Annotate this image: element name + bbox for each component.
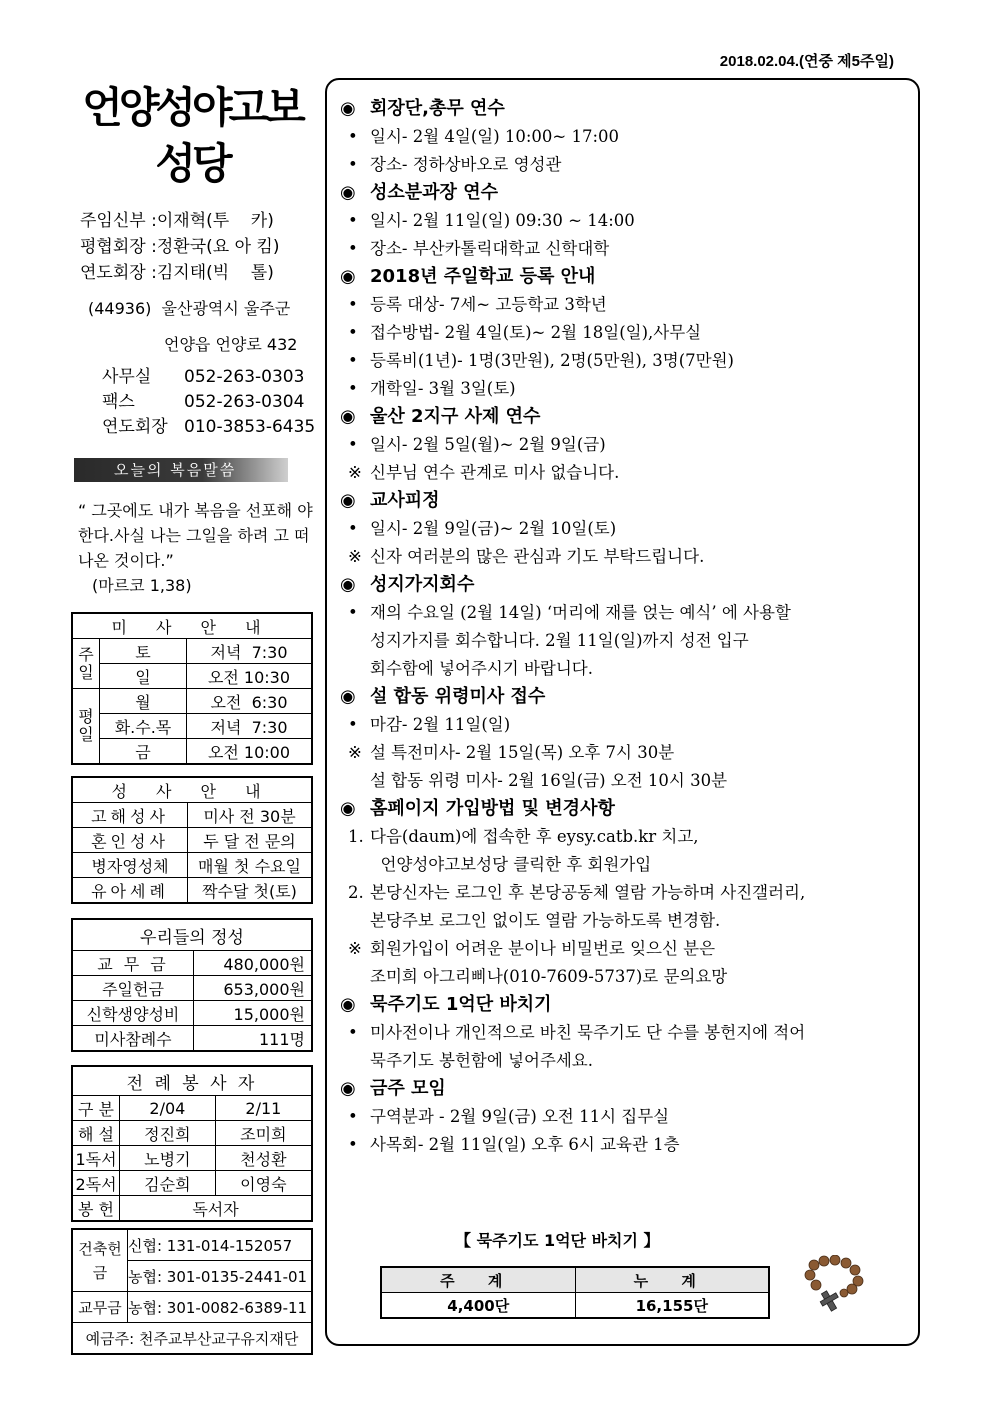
sacrament-name: 혼인성사 (72, 828, 188, 853)
notice-line (340, 851, 910, 879)
mass-time: 저녁 7:30 (187, 639, 313, 664)
notice-title: 묵주기도 1억단 바치기 (370, 994, 552, 1015)
notice-line (340, 711, 910, 739)
notice-text: 미사전이나 개인적으로 바친 묵주기도 단 수를 봉헌지에 적어 (370, 1023, 806, 1042)
notice-text: 신부님 연수 관계로 미사 없습니다. (370, 463, 620, 482)
mass-day: 화.수.목 (100, 714, 187, 739)
notice-line (340, 739, 910, 767)
notice-heading (340, 571, 910, 599)
mass-day: 월 (100, 689, 187, 714)
sacrament-name: 유아세례 (72, 878, 188, 904)
notice-heading (340, 991, 910, 1019)
notice-marker: • (348, 211, 358, 230)
notice-line (340, 1019, 910, 1047)
sacrament-info: 짝수달 첫(토) (188, 878, 313, 904)
clergy-list (80, 208, 279, 286)
notice-heading (340, 403, 910, 431)
bullet-icon: ◉ (340, 798, 356, 819)
mass-time: 저녁 7:30 (187, 714, 313, 739)
offering-value: 15,000원 (194, 1001, 313, 1026)
offering-name: 교 무 금 (72, 951, 194, 976)
server-role: 1독서 (72, 1146, 120, 1171)
bullet-icon: ◉ (340, 98, 356, 119)
notice-text: 본당신자는 로그인 후 본당공동체 열람 가능하며 사진갤러리, (370, 883, 806, 902)
notice-line (340, 431, 910, 459)
sacrament-name: 고해성사 (72, 803, 188, 828)
notice-text: 성지가지를 회수합니다. 2월 11일(일)까지 성전 입구 (370, 631, 749, 650)
notice-text: 회원가입이 어려운 분이나 비밀번로 잊으신 분은 (370, 939, 716, 958)
building-account-1: 신협: 131-014-152057 (128, 1229, 313, 1261)
notice-text: 회수함에 넣어주시기 바랍니다. (370, 659, 593, 678)
notice-title: 성소분과장 연수 (370, 182, 498, 203)
notice-line (340, 319, 910, 347)
notice-marker: ※ (348, 939, 362, 958)
rosary-table (380, 1266, 770, 1319)
issue-date: 2018.02.04.(연중 제5주일) (719, 53, 894, 70)
notice-line (340, 1103, 910, 1131)
mass-time: 오전 6:30 (187, 689, 313, 714)
notice-line (340, 375, 910, 403)
notice-line (340, 627, 910, 655)
servers-date: 2/11 (215, 1096, 312, 1121)
notice-marker: • (348, 295, 358, 314)
notice-line (340, 543, 910, 571)
sacrament-info: 매월 첫 수요일 (188, 853, 313, 878)
sunday-label: 주일 (72, 639, 100, 689)
notice-heading (340, 487, 910, 515)
liturgy-servers-table (71, 1065, 313, 1222)
notice-heading (340, 683, 910, 711)
notice-title: 금주 모임 (370, 1078, 446, 1099)
rosary-col-total: 누 계 (575, 1267, 769, 1293)
phone-number: 052-263-0304 (184, 392, 305, 412)
notice-text: 설 합동 위령 미사- 2월 16일(금) 오전 10시 30분 (370, 771, 728, 790)
notice-marker: ※ (348, 547, 362, 566)
notice-marker: ※ (348, 463, 362, 482)
notice-heading (340, 795, 910, 823)
clergy-name: 정환국(요 아 킴) (156, 237, 280, 257)
notice-line (340, 935, 910, 963)
mass-heading: 미 사 안 내 (72, 613, 312, 639)
notice-text: 일시- 2월 11일(일) 09:30 ~ 14:00 (370, 211, 635, 230)
notice-line (340, 655, 910, 683)
bullet-icon: ◉ (340, 406, 356, 427)
tithe-account: 농협: 301-0082-6389-11 (128, 1292, 313, 1323)
notice-marker: • (348, 155, 358, 174)
notice-marker: • (348, 323, 358, 342)
phone-row (102, 415, 315, 440)
notice-text: 개학일- 3월 3일(토) (370, 379, 516, 398)
weekday-label: 평일 (72, 689, 100, 765)
title-line-1: 언양성야고보 (82, 83, 302, 132)
notice-text: 일시- 2월 5일(월)~ 2월 9일(금) (370, 435, 606, 454)
sacrament-info: 두 달 전 문의 (188, 828, 313, 853)
server-role: 해 설 (72, 1121, 120, 1146)
bullet-icon: ◉ (340, 266, 356, 287)
sacrament-name: 병자영성체 (72, 853, 188, 878)
notice-line (340, 767, 910, 795)
address-line-1: (44936) 울산광역시 울주군 (88, 299, 291, 318)
notice-text: 접수방법- 2월 4일(토)~ 2월 18일(일),사무실 (370, 323, 702, 342)
notice-marker: • (348, 519, 358, 538)
clergy-name: 이재혁(투 카) (156, 211, 274, 231)
clergy-role: 연도회장 (80, 263, 146, 283)
notice-line (340, 963, 910, 991)
notice-line (340, 123, 910, 151)
tithe-label: 교무금 (72, 1292, 128, 1323)
sacraments-table (71, 776, 313, 904)
notice-text: 등록 대상- 7세~ 고등학교 3학년 (370, 295, 607, 314)
sacraments-heading: 성 사 안 내 (72, 777, 312, 803)
address-line-2: 언양읍 언양로 432 (164, 335, 298, 354)
mass-time: 오전 10:00 (187, 739, 313, 765)
gospel-quote (78, 498, 314, 598)
clergy-role: 평협회장 (80, 237, 146, 257)
notice-text: 마감- 2월 11일(일) (370, 715, 511, 734)
phone-label: 연도회장 (102, 417, 168, 437)
notice-text: 사목회- 2월 11일(일) 오후 6시 교육관 1층 (370, 1135, 680, 1154)
notice-marker: • (348, 435, 358, 454)
clergy-row: 주임신부 :이재혁(투 카) (80, 211, 274, 231)
phone-label: 팩스 (102, 392, 135, 412)
notice-text: 일시- 2월 4일(일) 10:00~ 17:00 (370, 127, 620, 146)
notice-marker: • (348, 127, 358, 146)
notice-marker: • (348, 239, 358, 258)
notice-marker: • (348, 1023, 358, 1042)
notice-text: 일시- 2월 9일(금)~ 2월 10일(토) (370, 519, 617, 538)
offering-value: 111명 (194, 1026, 313, 1052)
notice-line (340, 1047, 910, 1075)
notice-title: 회장단,총무 연수 (370, 98, 505, 119)
notice-text: 장소- 정하상바오로 영성관 (370, 155, 562, 174)
servers-date: 2/04 (120, 1096, 216, 1121)
clergy-role: 주임신부 (80, 211, 146, 231)
notice-text: 설 특전미사- 2월 15일(목) 오후 7시 30분 (370, 743, 675, 762)
bullet-icon: ◉ (340, 490, 356, 511)
notice-marker: • (348, 379, 358, 398)
offering-value: 480,000원 (194, 951, 313, 976)
notice-line (340, 459, 910, 487)
bullet-icon: ◉ (340, 182, 356, 203)
notice-line (340, 291, 910, 319)
notice-heading (340, 179, 910, 207)
clergy-row: 연도회장 :김지태(빅 톨) (80, 263, 274, 283)
server-name: 조미희 (215, 1121, 312, 1146)
phone-row (102, 365, 315, 390)
notice-text: 묵주기도 봉헌함에 넣어주세요. (370, 1051, 593, 1070)
phone-label: 사무실 (102, 367, 152, 387)
bullet-icon: ◉ (340, 1078, 356, 1099)
server-name: 정진희 (120, 1121, 216, 1146)
notice-title: 성지가지회수 (370, 574, 475, 595)
notice-title: 설 합동 위령미사 접수 (370, 686, 546, 707)
rosary-title: 【 묵주기도 1억단 바치기 】 (455, 1231, 660, 1250)
notice-line (340, 599, 910, 627)
gospel-reference: (마르코 1,38) (92, 576, 192, 595)
notice-marker: 2. (348, 883, 364, 902)
server-role: 봉 헌 (72, 1196, 120, 1222)
server-name: 이영숙 (215, 1171, 312, 1196)
notice-line (340, 907, 910, 935)
notice-text: 조미희 아그리삐나(010-7609-5737)로 문의요망 (370, 967, 728, 986)
offerings-table (71, 918, 313, 1052)
notice-title: 홈페이지 가입방법 및 변경사항 (370, 798, 615, 819)
notice-marker: • (348, 1107, 358, 1126)
rosary-col-week: 주 계 (381, 1267, 575, 1293)
rosary-week-value: 4,400단 (381, 1293, 575, 1319)
server-name: 독서자 (120, 1196, 313, 1222)
server-name: 노병기 (120, 1146, 216, 1171)
notice-line (340, 515, 910, 543)
servers-heading: 전 례 봉 사 자 (72, 1066, 312, 1096)
notice-heading (340, 263, 910, 291)
server-role: 2독서 (72, 1171, 120, 1196)
notice-line (340, 151, 910, 179)
notice-marker: • (348, 351, 358, 370)
notice-title: 교사피정 (370, 490, 440, 511)
title-line-2: 성당 (155, 139, 229, 188)
notice-text: 장소- 부산카톨릭대학교 신학대학 (370, 239, 610, 258)
notice-text: 다음(daum)에 접속한 후 eysy.catb.kr 치고, (370, 827, 699, 846)
notice-marker: 1. (348, 827, 364, 846)
offering-name: 신학생양성비 (72, 1001, 194, 1026)
phone-row (102, 390, 315, 415)
notice-line (340, 347, 910, 375)
offerings-heading: 우리들의 정성 (72, 919, 312, 951)
gospel-text: “ 그곳에도 내가 복음을 선포해 야 한다.사실 나는 그일을 하려 고 떠나온 것이다.” (78, 501, 313, 570)
notice-marker: • (348, 1135, 358, 1154)
phone-number: 010-3853-6435 (184, 417, 316, 437)
notice-text: 신자 여러분의 많은 관심과 기도 부탁드립니다. (370, 547, 705, 566)
gospel-heading: 오늘의 복음말씀 (74, 458, 288, 482)
mass-schedule-table (71, 612, 313, 765)
accounts-table (71, 1228, 313, 1355)
notice-text: 재의 수요일 (2월 14일) ‘머리에 재를 얹는 예식’ 에 사용할 (370, 603, 791, 622)
offering-value: 653,000원 (194, 976, 313, 1001)
server-name: 천성환 (215, 1146, 312, 1171)
mass-time: 오전 10:30 (187, 664, 313, 689)
mass-day: 금 (100, 739, 187, 765)
server-name: 김순희 (120, 1171, 216, 1196)
notice-line (340, 879, 910, 907)
notice-marker: • (348, 715, 358, 734)
notice-heading (340, 1075, 910, 1103)
notice-text: 구역분과 - 2월 9일(금) 오전 11시 집무실 (370, 1107, 670, 1126)
building-account-2: 농협: 301-0135-2441-01 (128, 1261, 313, 1292)
notice-text: 본당주보 로그인 없이도 열람 가능하도록 변경함. (370, 911, 721, 930)
bullet-icon: ◉ (340, 686, 356, 707)
clergy-name: 김지태(빅 톨) (156, 263, 274, 283)
offering-name: 미사참례수 (72, 1026, 194, 1052)
notice-marker: ※ (348, 743, 362, 762)
sacrament-info: 미사 전 30분 (188, 803, 313, 828)
account-depositor: 예금주: 천주교부산교구유지재단 (72, 1323, 312, 1355)
rosary-icon (800, 1255, 866, 1313)
bullet-icon: ◉ (340, 994, 356, 1015)
notice-title: 2018년 주일학교 등록 안내 (370, 266, 596, 287)
servers-col-label: 구 분 (72, 1096, 120, 1121)
notice-title: 울산 2지구 사제 연수 (370, 406, 541, 427)
notice-text: 등록비(1년)- 1명(3만원), 2명(5만원), 3명(7만원) (370, 351, 734, 370)
rosary-total-value: 16,155단 (575, 1293, 769, 1319)
phone-list (102, 365, 315, 440)
parish-title (72, 80, 312, 192)
building-fund-label: 건축헌금 (72, 1229, 128, 1292)
notice-line (340, 235, 910, 263)
phone-number: 052-263-0303 (184, 367, 305, 387)
offering-name: 주일헌금 (72, 976, 194, 1001)
mass-day: 토 (100, 639, 187, 664)
notice-line (340, 823, 910, 851)
bullet-icon: ◉ (340, 574, 356, 595)
clergy-row: 평협회장 :정환국(요 아 킴) (80, 237, 280, 257)
notice-line (340, 1131, 910, 1159)
notice-heading (340, 95, 910, 123)
mass-day: 일 (100, 664, 187, 689)
notices-list (340, 95, 910, 1159)
notice-line (340, 207, 910, 235)
notice-marker: • (348, 603, 358, 622)
notice-text: 언양성야고보성당 클릭한 후 회원가입 (370, 855, 652, 874)
